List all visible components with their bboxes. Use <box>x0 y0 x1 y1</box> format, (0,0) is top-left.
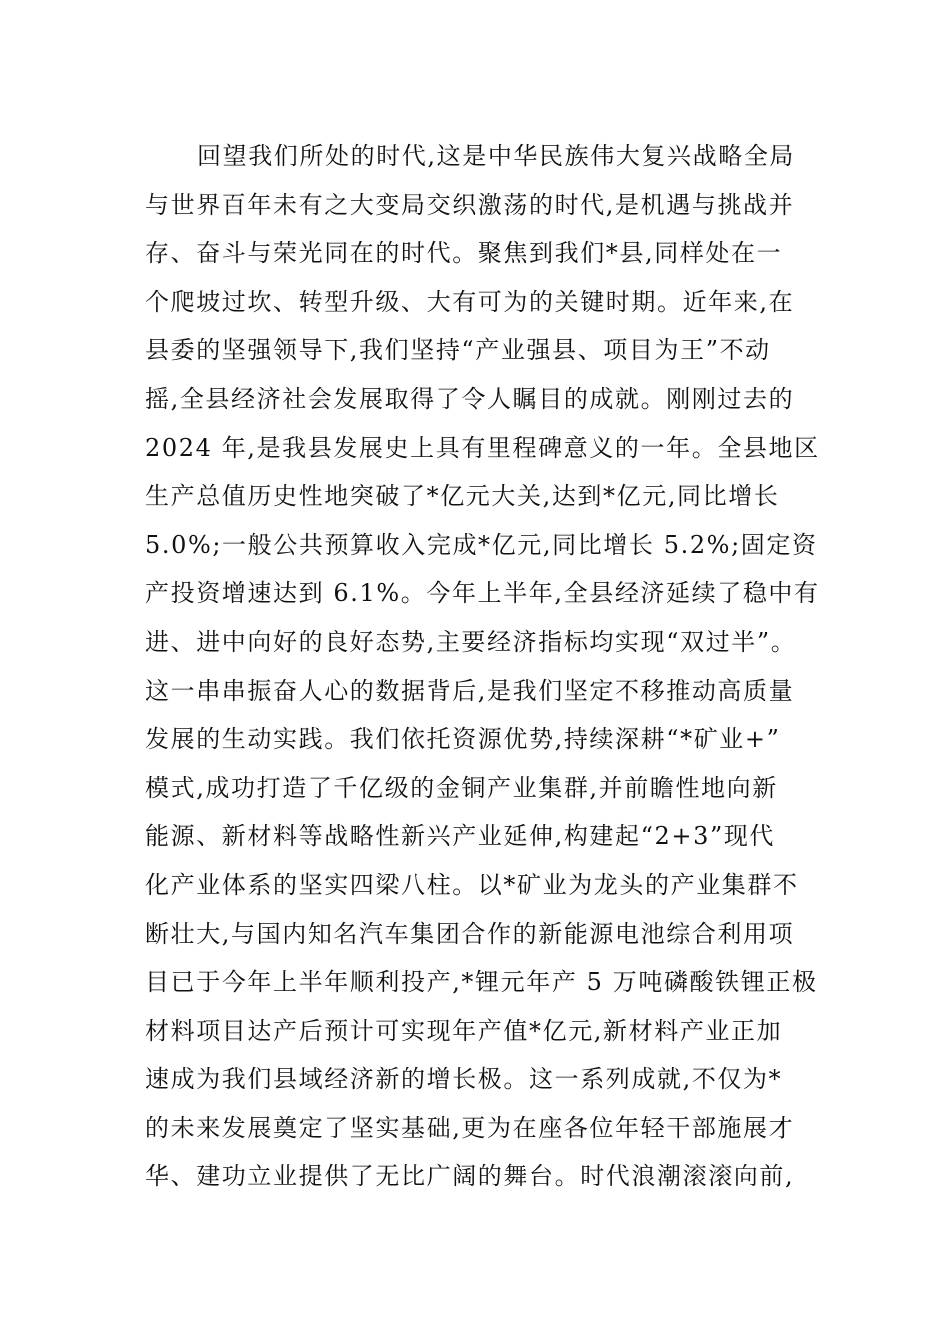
text-line: 产投资增速达到 6.1%。今年上半年,全县经济延续了稳中有 <box>145 579 820 608</box>
text-line: 发展的生动实践。我们依托资源优势,持续深耕“*矿业+” <box>145 725 781 754</box>
text-line: 个爬坡过坎、转型升级、大有可为的关键时期。近年来,在 <box>145 287 795 316</box>
text-line: 2024 年,是我县发展史上具有里程碑意义的一年。全县地区 <box>145 433 820 462</box>
text-line: 县委的坚强领导下,我们坚持“产业强县、项目为王”不动 <box>145 336 771 365</box>
text-line: 5.0%;一般公共预算收入完成*亿元,同比增长 5.2%;固定资 <box>145 530 818 559</box>
body-paragraph <box>145 132 825 1201</box>
text-line: 模式,成功打造了千亿级的金铜产业集群,并前瞻性地向新 <box>145 773 778 802</box>
text-line: 摇,全县经济社会发展取得了令人瞩目的成就。刚刚过去的 <box>145 384 795 413</box>
text-line: 华、建功立业提供了无比广阔的舞台。时代浪潮滚滚向前, <box>145 1162 795 1191</box>
text-line: 能源、新材料等战略性新兴产业延伸,构建起“2+3”现代 <box>145 822 776 851</box>
text-line: 这一串串振奋人心的数据背后,是我们坚定不移推动高质量 <box>145 676 795 705</box>
text-line: 断壮大,与国内知名汽车集团合作的新能源电池综合利用项 <box>145 919 795 948</box>
text-line: 回望我们所处的时代,这是中华民族伟大复兴战略全局 <box>197 142 796 170</box>
text-line: 生产总值历史性地突破了*亿元大关,达到*亿元,同比增长 <box>145 482 780 511</box>
text-line: 进、进中向好的良好态势,主要经济指标均实现“双过半”。 <box>145 627 797 656</box>
text-line: 与世界百年未有之大变局交织激荡的时代,是机遇与挑战并 <box>145 190 795 219</box>
text-line: 目已于今年上半年顺利投产,*锂元年产 5 万吨磷酸铁锂正极 <box>145 968 818 997</box>
text-line: 化产业体系的坚实四梁八柱。以*矿业为龙头的产业集群不 <box>145 870 799 899</box>
text-line: 材料项目达产后预计可实现年产值*亿元,新材料产业正加 <box>145 1016 783 1045</box>
text-line: 的未来发展奠定了坚实基础,更为在座各位年轻干部施展才 <box>145 1113 795 1142</box>
text-line: 存、奋斗与荣光同在的时代。聚焦到我们*县,同样处在一 <box>145 239 783 268</box>
text-line: 速成为我们县域经济新的增长极。这一系列成就,不仅为* <box>145 1065 783 1094</box>
